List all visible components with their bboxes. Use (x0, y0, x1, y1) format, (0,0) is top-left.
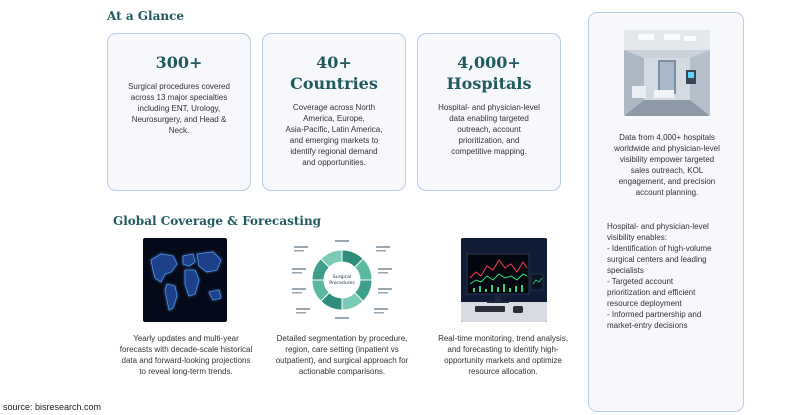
coverage-desc-segmentation: Detailed segmentation by procedure, region, care setting (inpatient vs outpatient), and surgical approach for actionable comparisons. (275, 334, 409, 376)
world-map-icon (143, 238, 227, 322)
stat-card-hospitals (417, 33, 561, 191)
trading-monitor-icon (461, 238, 547, 322)
sidebar-benefits-list: Hospital- and physician-level visibility enables: - Identification of high-volume surgical centers and leading specialists - Targeted account prioritization and efficient resource deployment - Informed partnership and market-entry decisions (607, 222, 712, 330)
source-note: source: bisresearch.com (3, 402, 102, 412)
hospital-room-icon (624, 30, 710, 116)
segmentation-wheel-icon (290, 238, 394, 322)
coverage-desc-monitoring: Real-time monitoring, trend analysis, and forecasting to identify high- opportunity markets and optimize resource allocation. (438, 334, 568, 376)
glance-title: At a Glance (107, 9, 185, 23)
stat-value: 4,000+ Hospitals (446, 53, 532, 93)
sidebar-intro: Data from 4,000+ hospitals worldwide and physician-level visibility empower targeted sales outreach, KOL engagement, and precision account planning. (614, 133, 720, 197)
coverage-title: Global Coverage & Forecasting (113, 214, 322, 228)
stat-card-countries (262, 33, 406, 191)
stat-desc: Coverage across North America, Europe, Asia-Pacific, Latin America, and emerging markets to identify regional demand and opportunities. (285, 103, 383, 167)
stat-value: 40+ Countries (290, 53, 378, 93)
hospital-data-card (588, 12, 744, 412)
stat-desc: Hospital- and physician-level data enabling targeted outreach, account prioritization, and competitive mapping. (438, 103, 540, 156)
wheel-center-label: Surgical (332, 275, 352, 280)
stat-desc: Surgical procedures covered across 13 major specialties including ENT, Urology, Neurosurgery, and Head & Neck. (128, 82, 230, 135)
wheel-center-label: Procedures (329, 281, 355, 286)
stat-value: 300+ (155, 53, 203, 72)
stat-card-procedures (107, 33, 251, 191)
coverage-desc-forecasts: Yearly updates and multi-year forecasts with decade-scale historical data and forward-looking projections to reveal long-term trends. (119, 334, 253, 376)
